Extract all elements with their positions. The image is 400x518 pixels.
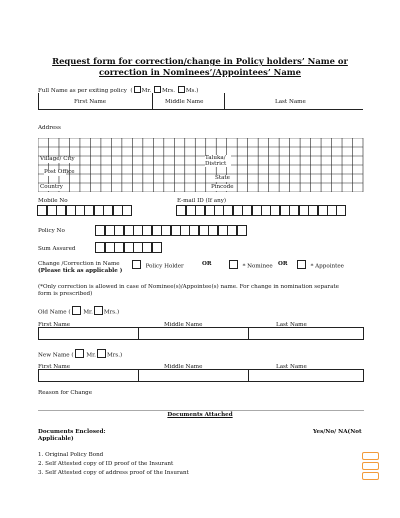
checkbox-appointee[interactable] xyxy=(297,260,306,269)
state-label: State xyxy=(215,175,230,181)
documents-enclosed-label: Documents Enclosed: xyxy=(38,429,106,435)
mobile-input-grid[interactable] xyxy=(38,205,132,216)
documents-attached-heading: Documents Attached xyxy=(167,412,233,418)
new-first-name-label: First Name xyxy=(38,364,71,370)
old-middle-name-label: Middle Name xyxy=(164,322,203,328)
form-title-line2: correction in Nominees’/Appointees’ Name xyxy=(99,67,301,77)
yes-no-box-2[interactable] xyxy=(362,462,379,470)
new-name-label: New Name ( Mr. Mrs.) xyxy=(38,349,122,360)
old-name-label: Old Name ( Mr. Mrs.) xyxy=(38,306,119,317)
section-divider xyxy=(38,410,364,411)
or-label-1: OR xyxy=(202,261,212,267)
char-box[interactable] xyxy=(152,242,162,253)
checkbox-mr[interactable] xyxy=(134,86,141,93)
char-box[interactable] xyxy=(122,205,132,216)
option-policy-holder[interactable]: Policy Holder xyxy=(131,260,184,271)
sum-assured-label: Sum Assured xyxy=(38,246,76,252)
documents-enclosed-label-2: Applicable) xyxy=(38,436,74,442)
char-box[interactable] xyxy=(237,225,247,236)
address-label: Address xyxy=(38,125,61,131)
checkbox-mrs[interactable] xyxy=(154,86,161,93)
or-label-2: OR xyxy=(278,261,288,267)
yes-no-na-label: Yes/No/ NA(Not xyxy=(313,429,362,435)
email-label: E-mail ID (If any) xyxy=(177,198,227,204)
checkbox-new-mr[interactable] xyxy=(75,349,84,358)
checkbox-policy-holder[interactable] xyxy=(132,260,141,269)
form-title-line1: Request form for correction/change in Policy holders’ Name or xyxy=(52,56,348,66)
pincode-label: Pincode xyxy=(211,184,234,190)
mobile-label: Mobile No xyxy=(38,198,68,204)
taluka-district-label: Taluka/ District xyxy=(205,155,231,167)
doc-item: 2. Self Attested copy of ID proof of the Insurant xyxy=(38,461,174,467)
checkbox-old-mr[interactable] xyxy=(72,306,81,315)
checkbox-new-mrs[interactable] xyxy=(97,349,106,358)
checkbox-ms[interactable] xyxy=(178,86,185,93)
doc-item: 3. Self Attested copy of address proof of the Insurant xyxy=(38,470,189,476)
char-box[interactable] xyxy=(336,205,346,216)
country-label: Country xyxy=(40,184,63,190)
doc-item: 1. Original Policy Bond xyxy=(38,452,104,458)
yes-no-box-1[interactable] xyxy=(362,452,379,460)
nomination-note-line1: (*Only correction is allowed in case of Nominee(s)/Appointee(s) name. For change in nomination separate xyxy=(38,284,339,290)
yes-no-box-3[interactable] xyxy=(362,472,379,480)
address-grid[interactable] xyxy=(38,138,364,192)
email-input-grid[interactable] xyxy=(177,205,346,216)
checkbox-old-mrs[interactable] xyxy=(94,306,103,315)
nomination-note-line2: form is prescribed) xyxy=(38,291,93,297)
checkbox-nominee[interactable] xyxy=(229,260,238,269)
new-middle-name-label: Middle Name xyxy=(164,364,203,370)
reason-label: Reason for Change xyxy=(38,390,93,396)
full-name-label: Full Name as per exiting policy ( Mr. Mrs. Ms.) xyxy=(38,88,199,94)
option-appointee[interactable]: * Appointee xyxy=(296,260,344,271)
village-city-label: Village/ City xyxy=(40,156,75,162)
old-first-name-label: First Name xyxy=(38,322,71,328)
tick-note: (Please tick as applicable ) xyxy=(38,268,123,274)
policy-no-label: Policy No xyxy=(38,228,65,234)
policy-no-input-grid[interactable] xyxy=(96,225,247,236)
post-office-label: Post Office xyxy=(44,169,75,175)
old-last-name-label: Last Name xyxy=(276,322,307,328)
option-nominee[interactable]: * Nominee xyxy=(228,260,273,271)
change-correction-label: Change /Correction in Name xyxy=(38,261,120,267)
new-last-name-label: Last Name xyxy=(276,364,307,370)
full-first-name-label: First Name xyxy=(74,99,107,105)
full-last-name-label: Last Name xyxy=(275,99,306,105)
sum-assured-input-grid[interactable] xyxy=(96,242,162,253)
full-middle-name-label: Middle Name xyxy=(165,99,204,105)
